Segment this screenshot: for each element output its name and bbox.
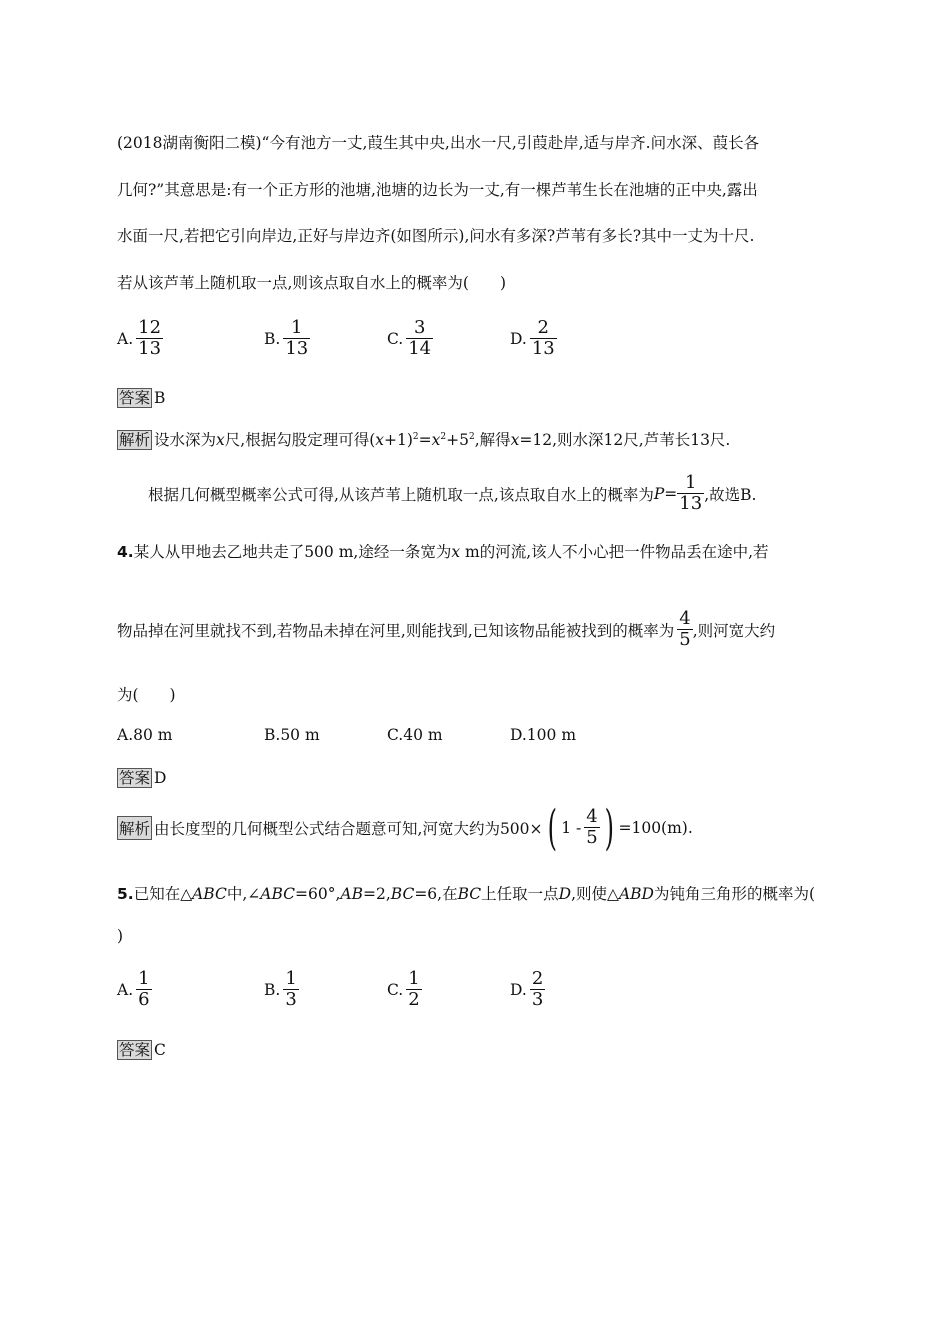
q5-option-d: D. $\frac{2}{3}$ (510, 968, 544, 1010)
analysis-tag: 解析 (117, 816, 152, 840)
answer-tag: 答案 (119, 389, 151, 407)
fraction: $\frac{2}{3}$ (531, 968, 544, 1010)
q3-options (117, 318, 557, 359)
q3-line-2: 几何?”其意思是:有一个正方形的池塘,池塘的边长为一丈,有一棵芦苇生长在池塘的正中央,露出 (117, 181, 758, 199)
fraction: $\frac{1}{3}$ (285, 968, 297, 1010)
left-paren: ( (547, 799, 557, 856)
q4-line-2: 物品掉在河里就找不到,若物品未掉在河里,则能找到,已知该物品能被找到的概率为 $\frac{4}{5}$ ,则河宽大约 (117, 608, 776, 650)
q4-analysis: 解析 由长度型的几何概型公式结合题意可知,河宽大约为500× ( 1 - $\frac{4}{5}$ ) =100(m). (119, 799, 693, 856)
fraction: $\frac{1}{13}$ (285, 317, 309, 359)
fraction: $\frac{12}{13}$ (138, 317, 162, 359)
q5-answer (117, 1038, 166, 1060)
answer-value: B (154, 389, 166, 407)
q3-option-c: C. $\frac{3}{14}$ (387, 317, 432, 359)
fraction: $\frac{2}{13}$ (531, 317, 555, 359)
q5-option-b: B. $\frac{1}{3}$ (264, 968, 297, 1010)
q4-options (117, 726, 576, 744)
question-number: 5. (117, 885, 134, 903)
q3-option-d: D. $\frac{2}{13}$ (510, 317, 555, 359)
q3-option-a: A. $\frac{12}{13}$ (117, 317, 162, 359)
answer-value: D (154, 769, 167, 787)
q3-line-3: 水面一尺,若把它引向岸边,正好与岸边齐(如图所示),问水有多深?芦苇有多长?其中一丈为十尺. (117, 227, 755, 245)
q4-option-a: A.80 m (117, 726, 173, 744)
fraction: $\frac{4}{5}$ (679, 608, 691, 650)
answer-tag: 答案 (119, 1041, 151, 1059)
answer-value: C (154, 1041, 166, 1059)
q4-option-c: C.40 m (387, 726, 443, 744)
q5-line-2: ) (117, 927, 124, 945)
fraction: $\frac{3}{14}$ (408, 317, 432, 359)
q4-option-d: D.100 m (510, 726, 577, 744)
question-number: 4. (117, 543, 134, 561)
fraction: $\frac{1}{6}$ (138, 968, 150, 1010)
fraction: $\frac{1}{13}$ (679, 472, 703, 514)
q4-option-b: B.50 m (264, 726, 320, 744)
right-paren: ) (604, 799, 614, 856)
q4-line-1: 4.某人从甲地去乙地共走了500 m,途经一条宽为x m的河流,该人不小心把一件物品丢在途中,若 (117, 543, 769, 561)
q4-answer (117, 766, 166, 788)
q5-line-1: 5.已知在△ABC中,∠ABC=60°,AB=2,BC=6,在BC上任取一点D,则使△ABD为钝角三角形的概率为( (117, 885, 816, 903)
q3-analysis: 解析 设水深为x尺,根据勾股定理可得$(x+1)^2=x^2+5^2$,解得x=12,则水深12尺,芦苇长13尺. (119, 431, 731, 449)
answer-tag: 答案 (119, 769, 151, 787)
fraction: $\frac{4}{5}$ (586, 806, 598, 848)
q3-analysis-2: 根据几何概型概率公式可得,从该芦苇上随机取一点,该点取自水上的概率为 P = $\frac{1}{13}$ ,故选B. (148, 472, 757, 514)
q5-options (117, 969, 545, 1010)
analysis-tag: 解析 (119, 431, 151, 449)
q3-line-4: 若从该芦苇上随机取一点,则该点取自水上的概率为( ) (117, 274, 507, 292)
q3-option-b: B. $\frac{1}{13}$ (264, 317, 309, 359)
fraction: $\frac{1}{2}$ (408, 968, 420, 1010)
q5-option-c: C. $\frac{1}{2}$ (387, 968, 420, 1010)
q3-line-1: (2018湖南衡阳二模)“今有池方一丈,葭生其中央,出水一尺,引葭赴岸,适与岸齐.问水深、葭长各 (117, 134, 760, 152)
q5-option-a: A. $\frac{1}{6}$ (117, 968, 150, 1010)
q4-line-3: 为( ) (117, 686, 176, 704)
q3-answer (117, 386, 165, 408)
